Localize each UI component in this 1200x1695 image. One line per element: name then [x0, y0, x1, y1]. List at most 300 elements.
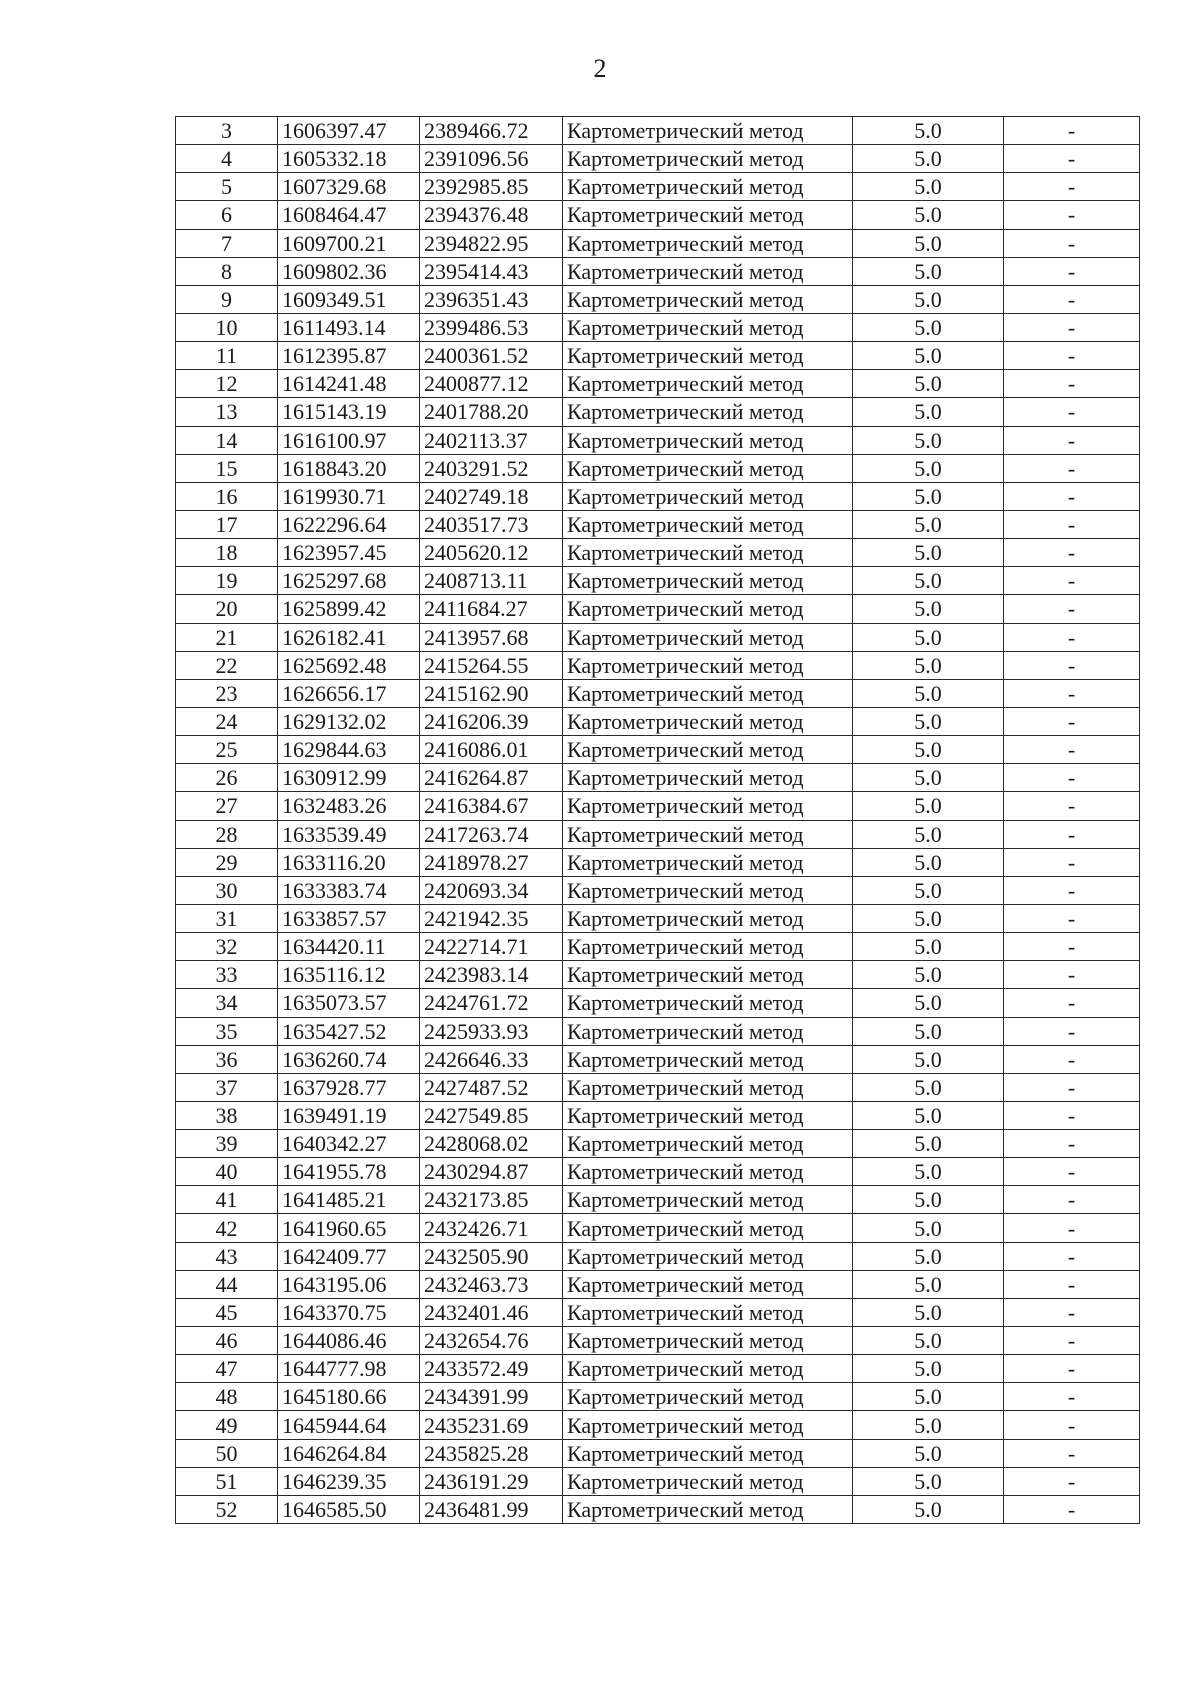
point-number-cell: 16 [176, 482, 278, 510]
description-cell: - [1004, 342, 1140, 370]
x-coordinate-cell: 1608464.47 [278, 201, 420, 229]
table-row [176, 989, 1140, 1017]
x-coordinate-cell: 1640342.27 [278, 1130, 420, 1158]
x-coordinate-cell: 1641485.21 [278, 1186, 420, 1214]
table-row [176, 145, 1140, 173]
method-cell: Картометрический метод [563, 1017, 853, 1045]
y-coordinate-cell: 2391096.56 [420, 145, 563, 173]
accuracy-cell: 5.0 [853, 285, 1004, 313]
y-coordinate-cell: 2433572.49 [420, 1355, 563, 1383]
x-coordinate-cell: 1625297.68 [278, 567, 420, 595]
point-number-cell: 44 [176, 1270, 278, 1298]
description-cell: - [1004, 792, 1140, 820]
table-row [176, 510, 1140, 538]
method-cell: Картометрический метод [563, 1495, 853, 1523]
point-number-cell: 51 [176, 1467, 278, 1495]
accuracy-cell: 5.0 [853, 229, 1004, 257]
y-coordinate-cell: 2415162.90 [420, 679, 563, 707]
description-cell: - [1004, 173, 1140, 201]
y-coordinate-cell: 2417263.74 [420, 820, 563, 848]
point-number-cell: 14 [176, 426, 278, 454]
x-coordinate-cell: 1630912.99 [278, 764, 420, 792]
y-coordinate-cell: 2432426.71 [420, 1214, 563, 1242]
description-cell: - [1004, 1327, 1140, 1355]
method-cell: Картометрический метод [563, 707, 853, 735]
y-coordinate-cell: 2416264.87 [420, 764, 563, 792]
accuracy-cell: 5.0 [853, 510, 1004, 538]
accuracy-cell: 5.0 [853, 426, 1004, 454]
method-cell: Картометрический метод [563, 117, 853, 145]
description-cell: - [1004, 933, 1140, 961]
point-number-cell: 8 [176, 257, 278, 285]
point-number-cell: 45 [176, 1298, 278, 1326]
description-cell: - [1004, 1411, 1140, 1439]
table-row [176, 707, 1140, 735]
coordinates-table [175, 116, 1140, 1524]
x-coordinate-cell: 1609349.51 [278, 285, 420, 313]
table-row [176, 904, 1140, 932]
x-coordinate-cell: 1633539.49 [278, 820, 420, 848]
x-coordinate-cell: 1626182.41 [278, 623, 420, 651]
y-coordinate-cell: 2436481.99 [420, 1495, 563, 1523]
y-coordinate-cell: 2403291.52 [420, 454, 563, 482]
page-number: 2 [593, 54, 607, 83]
point-number-cell: 28 [176, 820, 278, 848]
y-coordinate-cell: 2430294.87 [420, 1158, 563, 1186]
accuracy-cell: 5.0 [853, 145, 1004, 173]
accuracy-cell: 5.0 [853, 651, 1004, 679]
point-number-cell: 43 [176, 1242, 278, 1270]
x-coordinate-cell: 1609700.21 [278, 229, 420, 257]
description-cell: - [1004, 426, 1140, 454]
method-cell: Картометрический метод [563, 1298, 853, 1326]
x-coordinate-cell: 1629132.02 [278, 707, 420, 735]
accuracy-cell: 5.0 [853, 961, 1004, 989]
x-coordinate-cell: 1615143.19 [278, 398, 420, 426]
table-row [176, 736, 1140, 764]
method-cell: Картометрический метод [563, 539, 853, 567]
y-coordinate-cell: 2423983.14 [420, 961, 563, 989]
accuracy-cell: 5.0 [853, 1355, 1004, 1383]
y-coordinate-cell: 2416206.39 [420, 707, 563, 735]
table-row [176, 1130, 1140, 1158]
table-row [176, 229, 1140, 257]
description-cell: - [1004, 651, 1140, 679]
method-cell: Картометрический метод [563, 876, 853, 904]
x-coordinate-cell: 1629844.63 [278, 736, 420, 764]
y-coordinate-cell: 2435231.69 [420, 1411, 563, 1439]
point-number-cell: 33 [176, 961, 278, 989]
point-number-cell: 5 [176, 173, 278, 201]
table-row [176, 1327, 1140, 1355]
y-coordinate-cell: 2432463.73 [420, 1270, 563, 1298]
table-row [176, 820, 1140, 848]
accuracy-cell: 5.0 [853, 1017, 1004, 1045]
point-number-cell: 19 [176, 567, 278, 595]
table-row [176, 482, 1140, 510]
accuracy-cell: 5.0 [853, 1214, 1004, 1242]
description-cell: - [1004, 820, 1140, 848]
point-number-cell: 52 [176, 1495, 278, 1523]
y-coordinate-cell: 2418978.27 [420, 848, 563, 876]
x-coordinate-cell: 1606397.47 [278, 117, 420, 145]
accuracy-cell: 5.0 [853, 1327, 1004, 1355]
description-cell: - [1004, 623, 1140, 651]
point-number-cell: 39 [176, 1130, 278, 1158]
accuracy-cell: 5.0 [853, 1298, 1004, 1326]
table-row [176, 595, 1140, 623]
x-coordinate-cell: 1637928.77 [278, 1073, 420, 1101]
table-row [176, 454, 1140, 482]
y-coordinate-cell: 2396351.43 [420, 285, 563, 313]
method-cell: Картометрический метод [563, 623, 853, 651]
table-row [176, 117, 1140, 145]
table-row [176, 285, 1140, 313]
description-cell: - [1004, 1298, 1140, 1326]
description-cell: - [1004, 1383, 1140, 1411]
accuracy-cell: 5.0 [853, 1383, 1004, 1411]
x-coordinate-cell: 1609802.36 [278, 257, 420, 285]
table-row [176, 1186, 1140, 1214]
table-row [176, 398, 1140, 426]
accuracy-cell: 5.0 [853, 1242, 1004, 1270]
table-row [176, 1439, 1140, 1467]
description-cell: - [1004, 679, 1140, 707]
y-coordinate-cell: 2401788.20 [420, 398, 563, 426]
description-cell: - [1004, 848, 1140, 876]
y-coordinate-cell: 2420693.34 [420, 876, 563, 904]
accuracy-cell: 5.0 [853, 1495, 1004, 1523]
accuracy-cell: 5.0 [853, 904, 1004, 932]
point-number-cell: 7 [176, 229, 278, 257]
y-coordinate-cell: 2432401.46 [420, 1298, 563, 1326]
point-number-cell: 31 [176, 904, 278, 932]
x-coordinate-cell: 1623957.45 [278, 539, 420, 567]
y-coordinate-cell: 2424761.72 [420, 989, 563, 1017]
accuracy-cell: 5.0 [853, 1270, 1004, 1298]
accuracy-cell: 5.0 [853, 1439, 1004, 1467]
table-row [176, 1073, 1140, 1101]
y-coordinate-cell: 2435825.28 [420, 1439, 563, 1467]
method-cell: Картометрический метод [563, 510, 853, 538]
x-coordinate-cell: 1611493.14 [278, 313, 420, 341]
point-number-cell: 25 [176, 736, 278, 764]
point-number-cell: 42 [176, 1214, 278, 1242]
point-number-cell: 13 [176, 398, 278, 426]
description-cell: - [1004, 736, 1140, 764]
accuracy-cell: 5.0 [853, 1130, 1004, 1158]
point-number-cell: 35 [176, 1017, 278, 1045]
point-number-cell: 49 [176, 1411, 278, 1439]
method-cell: Картометрический метод [563, 398, 853, 426]
table-row [176, 1242, 1140, 1270]
description-cell: - [1004, 201, 1140, 229]
x-coordinate-cell: 1635073.57 [278, 989, 420, 1017]
method-cell: Картометрический метод [563, 1186, 853, 1214]
table-row [176, 1158, 1140, 1186]
accuracy-cell: 5.0 [853, 173, 1004, 201]
x-coordinate-cell: 1605332.18 [278, 145, 420, 173]
description-cell: - [1004, 904, 1140, 932]
y-coordinate-cell: 2427487.52 [420, 1073, 563, 1101]
description-cell: - [1004, 1017, 1140, 1045]
method-cell: Картометрический метод [563, 567, 853, 595]
description-cell: - [1004, 1073, 1140, 1101]
method-cell: Картометрический метод [563, 313, 853, 341]
method-cell: Картометрический метод [563, 342, 853, 370]
accuracy-cell: 5.0 [853, 342, 1004, 370]
description-cell: - [1004, 313, 1140, 341]
method-cell: Картометрический метод [563, 933, 853, 961]
accuracy-cell: 5.0 [853, 370, 1004, 398]
x-coordinate-cell: 1646264.84 [278, 1439, 420, 1467]
accuracy-cell: 5.0 [853, 792, 1004, 820]
x-coordinate-cell: 1625692.48 [278, 651, 420, 679]
method-cell: Картометрический метод [563, 426, 853, 454]
accuracy-cell: 5.0 [853, 1411, 1004, 1439]
accuracy-cell: 5.0 [853, 679, 1004, 707]
method-cell: Картометрический метод [563, 848, 853, 876]
method-cell: Картометрический метод [563, 285, 853, 313]
accuracy-cell: 5.0 [853, 820, 1004, 848]
description-cell: - [1004, 1101, 1140, 1129]
description-cell: - [1004, 1214, 1140, 1242]
accuracy-cell: 5.0 [853, 764, 1004, 792]
accuracy-cell: 5.0 [853, 1073, 1004, 1101]
table-row [176, 1467, 1140, 1495]
table-row [176, 792, 1140, 820]
method-cell: Картометрический метод [563, 201, 853, 229]
method-cell: Картометрический метод [563, 764, 853, 792]
point-number-cell: 37 [176, 1073, 278, 1101]
method-cell: Картометрический метод [563, 1214, 853, 1242]
accuracy-cell: 5.0 [853, 539, 1004, 567]
description-cell: - [1004, 707, 1140, 735]
y-coordinate-cell: 2425933.93 [420, 1017, 563, 1045]
x-coordinate-cell: 1642409.77 [278, 1242, 420, 1270]
point-number-cell: 21 [176, 623, 278, 651]
point-number-cell: 46 [176, 1327, 278, 1355]
y-coordinate-cell: 2416384.67 [420, 792, 563, 820]
y-coordinate-cell: 2400877.12 [420, 370, 563, 398]
accuracy-cell: 5.0 [853, 313, 1004, 341]
table-row [176, 1214, 1140, 1242]
table-row [176, 1101, 1140, 1129]
method-cell: Картометрический метод [563, 820, 853, 848]
y-coordinate-cell: 2422714.71 [420, 933, 563, 961]
accuracy-cell: 5.0 [853, 257, 1004, 285]
accuracy-cell: 5.0 [853, 398, 1004, 426]
description-cell: - [1004, 117, 1140, 145]
method-cell: Картометрический метод [563, 904, 853, 932]
description-cell: - [1004, 1495, 1140, 1523]
accuracy-cell: 5.0 [853, 933, 1004, 961]
y-coordinate-cell: 2389466.72 [420, 117, 563, 145]
method-cell: Картометрический метод [563, 454, 853, 482]
y-coordinate-cell: 2426646.33 [420, 1045, 563, 1073]
table-row [176, 933, 1140, 961]
x-coordinate-cell: 1635116.12 [278, 961, 420, 989]
description-cell: - [1004, 1439, 1140, 1467]
y-coordinate-cell: 2411684.27 [420, 595, 563, 623]
description-cell: - [1004, 595, 1140, 623]
y-coordinate-cell: 2395414.43 [420, 257, 563, 285]
table-row [176, 1383, 1140, 1411]
accuracy-cell: 5.0 [853, 482, 1004, 510]
y-coordinate-cell: 2415264.55 [420, 651, 563, 679]
method-cell: Картометрический метод [563, 1411, 853, 1439]
point-number-cell: 20 [176, 595, 278, 623]
x-coordinate-cell: 1633857.57 [278, 904, 420, 932]
y-coordinate-cell: 2408713.11 [420, 567, 563, 595]
method-cell: Картометрический метод [563, 1242, 853, 1270]
accuracy-cell: 5.0 [853, 707, 1004, 735]
description-cell: - [1004, 398, 1140, 426]
y-coordinate-cell: 2434391.99 [420, 1383, 563, 1411]
x-coordinate-cell: 1619930.71 [278, 482, 420, 510]
point-number-cell: 47 [176, 1355, 278, 1383]
x-coordinate-cell: 1645944.64 [278, 1411, 420, 1439]
method-cell: Картометрический метод [563, 173, 853, 201]
y-coordinate-cell: 2427549.85 [420, 1101, 563, 1129]
y-coordinate-cell: 2405620.12 [420, 539, 563, 567]
method-cell: Картометрический метод [563, 1355, 853, 1383]
method-cell: Картометрический метод [563, 1383, 853, 1411]
point-number-cell: 48 [176, 1383, 278, 1411]
method-cell: Картометрический метод [563, 145, 853, 173]
method-cell: Картометрический метод [563, 257, 853, 285]
x-coordinate-cell: 1616100.97 [278, 426, 420, 454]
x-coordinate-cell: 1634420.11 [278, 933, 420, 961]
point-number-cell: 40 [176, 1158, 278, 1186]
description-cell: - [1004, 1467, 1140, 1495]
table-row [176, 876, 1140, 904]
method-cell: Картометрический метод [563, 1327, 853, 1355]
coordinates-table-body [176, 117, 1140, 1524]
point-number-cell: 11 [176, 342, 278, 370]
accuracy-cell: 5.0 [853, 1467, 1004, 1495]
accuracy-cell: 5.0 [853, 1186, 1004, 1214]
description-cell: - [1004, 1158, 1140, 1186]
accuracy-cell: 5.0 [853, 454, 1004, 482]
point-number-cell: 15 [176, 454, 278, 482]
description-cell: - [1004, 510, 1140, 538]
description-cell: - [1004, 567, 1140, 595]
table-row [176, 426, 1140, 454]
point-number-cell: 18 [176, 539, 278, 567]
point-number-cell: 12 [176, 370, 278, 398]
description-cell: - [1004, 1270, 1140, 1298]
description-cell: - [1004, 454, 1140, 482]
table-row [176, 1270, 1140, 1298]
method-cell: Картометрический метод [563, 1158, 853, 1186]
x-coordinate-cell: 1633116.20 [278, 848, 420, 876]
method-cell: Картометрический метод [563, 370, 853, 398]
x-coordinate-cell: 1614241.48 [278, 370, 420, 398]
table-row [176, 173, 1140, 201]
x-coordinate-cell: 1636260.74 [278, 1045, 420, 1073]
x-coordinate-cell: 1639491.19 [278, 1101, 420, 1129]
description-cell: - [1004, 989, 1140, 1017]
x-coordinate-cell: 1632483.26 [278, 792, 420, 820]
table-row [176, 1298, 1140, 1326]
method-cell: Картометрический метод [563, 736, 853, 764]
table-row [176, 679, 1140, 707]
x-coordinate-cell: 1641960.65 [278, 1214, 420, 1242]
description-cell: - [1004, 370, 1140, 398]
y-coordinate-cell: 2428068.02 [420, 1130, 563, 1158]
table-row [176, 342, 1140, 370]
method-cell: Картометрический метод [563, 961, 853, 989]
method-cell: Картометрический метод [563, 1101, 853, 1129]
method-cell: Картометрический метод [563, 792, 853, 820]
x-coordinate-cell: 1612395.87 [278, 342, 420, 370]
point-number-cell: 34 [176, 989, 278, 1017]
accuracy-cell: 5.0 [853, 1158, 1004, 1186]
point-number-cell: 24 [176, 707, 278, 735]
y-coordinate-cell: 2394376.48 [420, 201, 563, 229]
accuracy-cell: 5.0 [853, 989, 1004, 1017]
y-coordinate-cell: 2432505.90 [420, 1242, 563, 1270]
accuracy-cell: 5.0 [853, 623, 1004, 651]
accuracy-cell: 5.0 [853, 117, 1004, 145]
method-cell: Картометрический метод [563, 1270, 853, 1298]
y-coordinate-cell: 2416086.01 [420, 736, 563, 764]
description-cell: - [1004, 876, 1140, 904]
description-cell: - [1004, 961, 1140, 989]
accuracy-cell: 5.0 [853, 567, 1004, 595]
accuracy-cell: 5.0 [853, 201, 1004, 229]
y-coordinate-cell: 2421942.35 [420, 904, 563, 932]
table-row [176, 623, 1140, 651]
x-coordinate-cell: 1626656.17 [278, 679, 420, 707]
accuracy-cell: 5.0 [853, 876, 1004, 904]
table-row [176, 567, 1140, 595]
y-coordinate-cell: 2413957.68 [420, 623, 563, 651]
accuracy-cell: 5.0 [853, 595, 1004, 623]
description-cell: - [1004, 257, 1140, 285]
x-coordinate-cell: 1644086.46 [278, 1327, 420, 1355]
x-coordinate-cell: 1635427.52 [278, 1017, 420, 1045]
accuracy-cell: 5.0 [853, 1045, 1004, 1073]
method-cell: Картометрический метод [563, 1073, 853, 1101]
x-coordinate-cell: 1622296.64 [278, 510, 420, 538]
table-row [176, 1411, 1140, 1439]
description-cell: - [1004, 1045, 1140, 1073]
description-cell: - [1004, 764, 1140, 792]
description-cell: - [1004, 145, 1140, 173]
point-number-cell: 50 [176, 1439, 278, 1467]
table-row [176, 201, 1140, 229]
accuracy-cell: 5.0 [853, 1101, 1004, 1129]
point-number-cell: 32 [176, 933, 278, 961]
point-number-cell: 17 [176, 510, 278, 538]
point-number-cell: 23 [176, 679, 278, 707]
x-coordinate-cell: 1643195.06 [278, 1270, 420, 1298]
method-cell: Картометрический метод [563, 989, 853, 1017]
table-row [176, 764, 1140, 792]
x-coordinate-cell: 1646585.50 [278, 1495, 420, 1523]
description-cell: - [1004, 229, 1140, 257]
description-cell: - [1004, 1130, 1140, 1158]
y-coordinate-cell: 2432173.85 [420, 1186, 563, 1214]
x-coordinate-cell: 1633383.74 [278, 876, 420, 904]
table-row [176, 370, 1140, 398]
accuracy-cell: 5.0 [853, 736, 1004, 764]
x-coordinate-cell: 1646239.35 [278, 1467, 420, 1495]
y-coordinate-cell: 2436191.29 [420, 1467, 563, 1495]
y-coordinate-cell: 2432654.76 [420, 1327, 563, 1355]
